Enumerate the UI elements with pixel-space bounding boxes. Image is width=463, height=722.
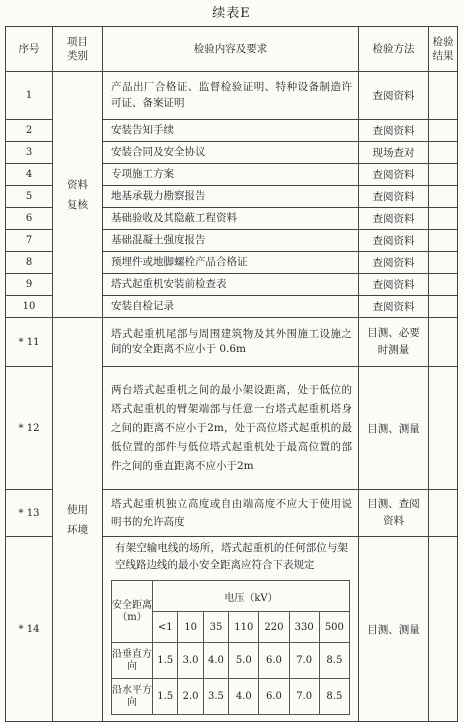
row-content: 塔式起重机安装前检查表 bbox=[103, 274, 359, 296]
row-no: 2 bbox=[6, 120, 53, 142]
voltage-label: 电压（kV） bbox=[153, 581, 350, 612]
row-no: 5 bbox=[6, 186, 53, 208]
row-method: 目测、测量 bbox=[359, 537, 429, 722]
row-no: 4 bbox=[6, 164, 53, 186]
distance-cell: 1.5 bbox=[153, 679, 178, 715]
row-method: 查阅资料 bbox=[359, 230, 429, 252]
row-content: 专项施工方案 bbox=[103, 164, 359, 186]
row-no: 7 bbox=[6, 230, 53, 252]
distance-cell: 6.0 bbox=[259, 643, 289, 679]
row-content: 预埋件或地脚螺栓产品合格证 bbox=[103, 252, 359, 274]
row-result[interactable] bbox=[429, 537, 458, 722]
row-result[interactable] bbox=[429, 252, 458, 274]
voltage-distance-table bbox=[111, 580, 350, 715]
row-content: 塔式起重机尾部与周围建筑物及其外围施工设施之间的安全距离不应小于 0.6m bbox=[103, 318, 359, 367]
row-no: 6 bbox=[6, 208, 53, 230]
row-no: 9 bbox=[6, 274, 53, 296]
row-method: 查阅资料 bbox=[359, 296, 429, 318]
header-content: 检验内容及要求 bbox=[103, 27, 359, 72]
row-result[interactable] bbox=[429, 296, 458, 318]
row-no: 10 bbox=[6, 296, 53, 318]
row-content: 基础混凝土强度报告 bbox=[103, 230, 359, 252]
row-no: * 12 bbox=[6, 367, 53, 490]
row-no: * 11 bbox=[6, 318, 53, 367]
row-content: 地基承载力勘察报告 bbox=[103, 186, 359, 208]
row-content: 安装告知手续 bbox=[103, 120, 359, 142]
row-method: 查阅资料 bbox=[359, 72, 429, 120]
row-result[interactable] bbox=[429, 274, 458, 296]
voltage-cell: 220 bbox=[259, 612, 289, 643]
distance-cell: 2.0 bbox=[178, 679, 203, 715]
distance-cell: 8.5 bbox=[319, 643, 349, 679]
row-content: 产品出厂合格证、监督检验证明、特种设备制造许可证、备案证明 bbox=[103, 72, 359, 120]
category-usage: 使用 环境 bbox=[53, 318, 103, 722]
row-result[interactable] bbox=[429, 367, 458, 490]
voltage-cell: 330 bbox=[289, 612, 319, 643]
row-method: 现场查对 bbox=[359, 142, 429, 164]
voltage-cell: 35 bbox=[203, 612, 228, 643]
row-no: 3 bbox=[6, 142, 53, 164]
horizontal-distance-row bbox=[112, 679, 350, 715]
row-result[interactable] bbox=[429, 142, 458, 164]
row-content: 塔式起重机独立高度或自由端高度不应大于使用说明书的允许高度 bbox=[103, 490, 359, 537]
header-result: 检验 结果 bbox=[429, 27, 458, 72]
row-method: 查阅资料 bbox=[359, 274, 429, 296]
voltage-cell: <1 bbox=[153, 612, 178, 643]
distance-cell: 3.5 bbox=[203, 679, 228, 715]
distance-cell: 3.0 bbox=[178, 643, 203, 679]
row-method: 查阅资料 bbox=[359, 208, 429, 230]
header-method: 检验方法 bbox=[359, 27, 429, 72]
row-no: * 14 bbox=[6, 537, 53, 722]
row-result[interactable] bbox=[429, 490, 458, 537]
row-no: 1 bbox=[6, 72, 53, 120]
row-result[interactable] bbox=[429, 230, 458, 252]
inspection-table bbox=[5, 26, 458, 722]
row-content: 有架空输电线的场所，塔式起重机的任何部位与架空线路边线的最小安全距离应符合下表规定 bbox=[115, 542, 348, 571]
row-method: 查阅资料 bbox=[359, 186, 429, 208]
distance-cell: 4.0 bbox=[229, 679, 259, 715]
row-no: * 13 bbox=[6, 490, 53, 537]
distance-cell: 4.0 bbox=[203, 643, 228, 679]
voltage-cell: 110 bbox=[229, 612, 259, 643]
row-result[interactable] bbox=[429, 120, 458, 142]
header-no: 序号 bbox=[6, 27, 53, 72]
horizontal-direction-label: 沿水平方向 bbox=[112, 679, 153, 715]
row-method: 目测、测量 bbox=[359, 367, 429, 490]
voltage-cell: 500 bbox=[319, 612, 349, 643]
distance-cell: 7.0 bbox=[289, 643, 319, 679]
header-category: 项目 类别 bbox=[53, 27, 103, 72]
voltage-header-row bbox=[112, 581, 350, 612]
row-content: 安装自检记录 bbox=[103, 296, 359, 318]
table-row bbox=[6, 318, 458, 367]
row-content: 基础验收及其隐蔽工程资料 bbox=[103, 208, 359, 230]
row-content: 两台塔式起重机之间的最小架设距离，处于低位的塔式起重机的臂架端部与任意一台塔式起重机塔身之间的距离不应小于2m，处于高位塔式起重机的最低位置的部件与低位塔式起重机处于最高位置的部件之间的垂直距离不应小于2m bbox=[103, 367, 359, 490]
table-row bbox=[6, 72, 458, 120]
row-result[interactable] bbox=[429, 318, 458, 367]
row-result[interactable] bbox=[429, 208, 458, 230]
row-method: 目测、查阅资料 bbox=[359, 490, 429, 537]
distance-cell: 6.0 bbox=[259, 679, 289, 715]
header-row bbox=[6, 27, 458, 72]
row-no: 8 bbox=[6, 252, 53, 274]
row-result[interactable] bbox=[429, 72, 458, 120]
row-content-14 bbox=[103, 537, 359, 722]
row-method: 目测、必要时测量 bbox=[359, 318, 429, 367]
row-content: 安装合同及安全协议 bbox=[103, 142, 359, 164]
safety-distance-label: 安全距离（m） bbox=[112, 581, 153, 643]
row-result[interactable] bbox=[429, 186, 458, 208]
row-method: 查阅资料 bbox=[359, 164, 429, 186]
voltage-cell: 10 bbox=[178, 612, 203, 643]
distance-cell: 1.5 bbox=[153, 643, 178, 679]
vertical-direction-label: 沿垂直方向 bbox=[112, 643, 153, 679]
vertical-distance-row bbox=[112, 643, 350, 679]
distance-cell: 5.0 bbox=[229, 643, 259, 679]
category-docs: 资料 复核 bbox=[53, 72, 103, 318]
page-title: 续表E bbox=[212, 6, 251, 21]
row-method: 查阅资料 bbox=[359, 252, 429, 274]
row-method: 查阅资料 bbox=[359, 120, 429, 142]
distance-cell: 7.0 bbox=[289, 679, 319, 715]
distance-cell: 8.5 bbox=[319, 679, 349, 715]
row-result[interactable] bbox=[429, 164, 458, 186]
